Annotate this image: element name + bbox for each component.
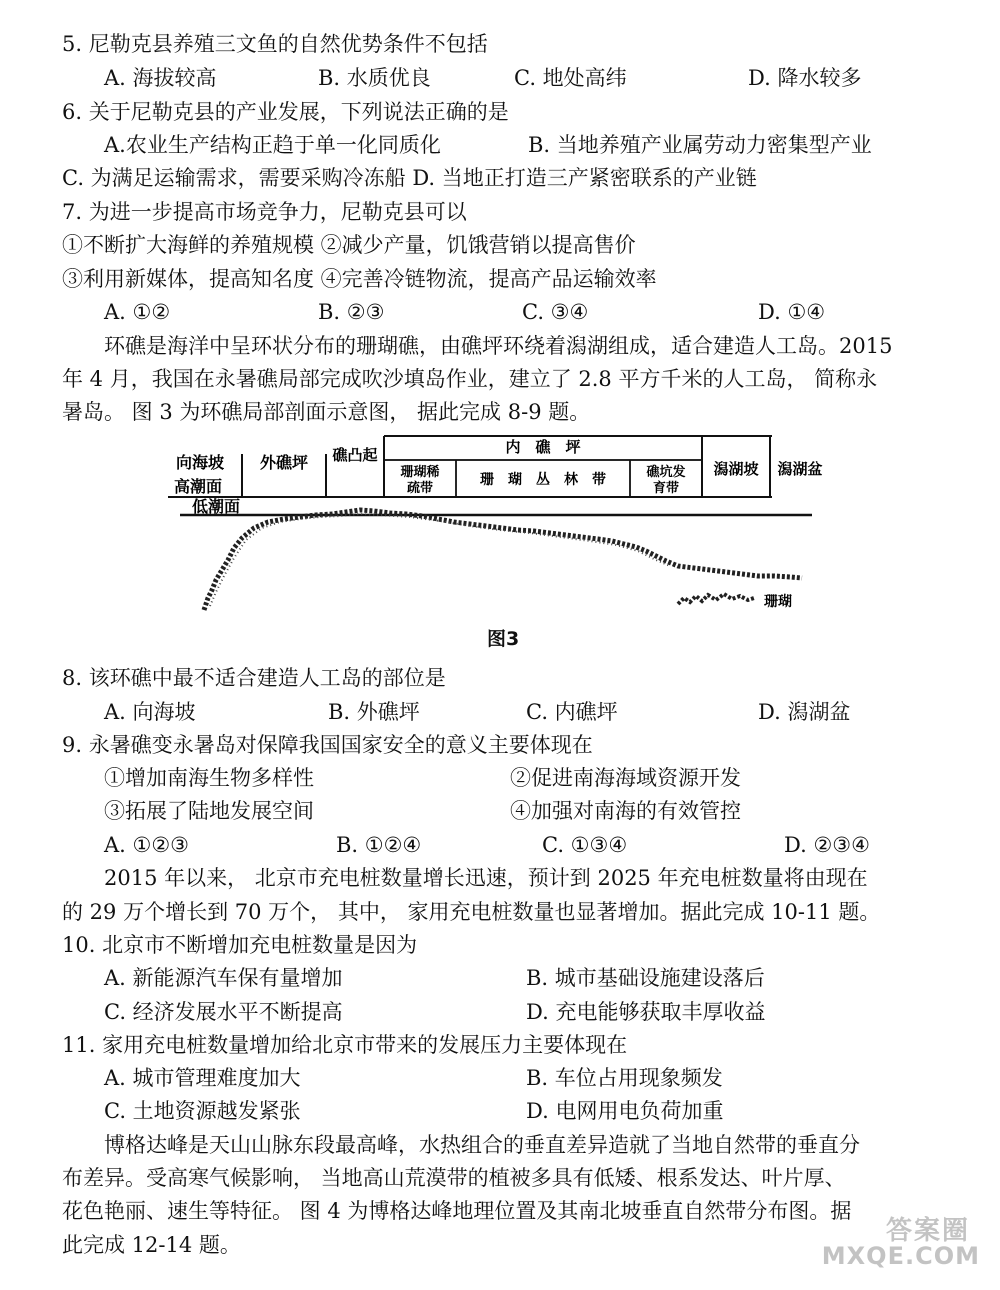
q10-option-a: A. 新能源汽车保有量增加	[104, 966, 343, 990]
q9-item-1: ①增加南海生物多样性	[104, 766, 314, 790]
zone-label-outer-flat: 外礁坪	[259, 453, 309, 472]
q9-option-c: C. ①③④	[542, 833, 628, 857]
q10-stem: 10. 北京市不断增加充电桩数量是因为	[62, 933, 418, 957]
atoll-cross-section-diagram	[150, 430, 823, 620]
high-tide-label: 高潮面	[173, 477, 223, 496]
q8-stem: 8. 该环礁中最不适合建造人工岛的部位是	[62, 666, 446, 690]
q9-item-3: ③拓展了陆地发展空间	[104, 799, 314, 823]
q5-option-a: A. 海拔较高	[104, 66, 217, 90]
q11-option-a: A. 城市管理难度加大	[104, 1066, 301, 1090]
q11-option-d: D. 电网用电负荷加重	[526, 1099, 724, 1123]
zone-label-inner-flat: 内 礁 坪	[505, 438, 581, 456]
q6-options-cd: C. 为满足运输需求，需要采购冷冻船 D. 当地正打造三产紧密联系的产业链	[62, 166, 757, 190]
low-tide-label: 低潮面	[191, 497, 241, 516]
atoll-passage-line1: 环礁是海洋中呈环状分布的珊瑚礁，由礁坪环绕着潟湖组成，适合建造人工岛。2015	[104, 334, 893, 358]
reef-profile-inner	[210, 514, 670, 606]
q7-option-b: B. ②③	[318, 300, 385, 324]
zone-label-slope: 向海坡	[175, 453, 225, 472]
zone-label-sparse-2: 疏带	[406, 481, 434, 496]
q9-option-a: A. ①②③	[104, 833, 189, 857]
q10-option-d: D. 充电能够获取丰厚收益	[526, 1000, 766, 1024]
q8-option-b: B. 外礁坪	[328, 700, 420, 724]
q5-option-c: C. 地处高纬	[514, 66, 627, 90]
q11-option-c: C. 土地资源越发紧张	[104, 1099, 301, 1123]
q6-option-a: A.农业生产结构正趋于单一化同质化	[104, 133, 441, 157]
q5-stem: 5. 尼勒克县养殖三文鱼的自然优势条件不包括	[62, 32, 488, 56]
reef-profile	[204, 510, 802, 610]
q7-option-a: A. ①②	[104, 300, 171, 324]
zone-label-lagoon-slope: 潟湖坡	[713, 460, 759, 478]
q5-option-b: B. 水质优良	[318, 66, 431, 90]
q10-option-b: B. 城市基础设施建设落后	[526, 966, 765, 990]
q8-option-d: D. 潟湖盆	[758, 700, 851, 724]
q9-option-d: D. ②③④	[784, 833, 870, 857]
zone-label-lagoon-basin: 潟湖盆	[777, 460, 823, 478]
zone-label-pits-1: 礁坑发	[646, 465, 686, 480]
q8-option-a: A. 向海坡	[104, 700, 196, 724]
q11-option-b: B. 车位占用现象频发	[526, 1066, 723, 1090]
q6-stem: 6. 关于尼勒克县的产业发展，下列说法正确的是	[62, 100, 509, 124]
watermark-top-text: 答案圈	[885, 1216, 970, 1246]
q9-item-2: ②促进南海海域资源开发	[510, 766, 741, 790]
q6-option-b: B. 当地养殖产业属劳动力密集型产业	[528, 133, 872, 157]
coral-label: 珊瑚	[764, 594, 792, 610]
q9-item-4: ④加强对南海的有效管控	[510, 799, 741, 823]
q7-option-c: C. ③④	[522, 300, 589, 324]
bogda-passage-line4: 此完成 12-14 题。	[62, 1233, 241, 1257]
ev-passage-line2: 的 29 万个增长到 70 万个， 其中， 家用充电桩数量也显著增加。据此完成 10-11 题。	[62, 900, 881, 924]
q7-option-d: D. ①④	[758, 300, 826, 324]
figure-3-caption: 图3	[487, 628, 520, 650]
q7-items-line2: ③利用新媒体，提高知名度 ④完善冷链物流，提高产品运输效率	[62, 267, 657, 291]
zone-label-ridge: 礁凸起	[332, 446, 378, 464]
watermark-logo	[810, 1210, 980, 1270]
bogda-passage-line3: 花色艳丽、速生等特征。 图 4 为博格达峰地理位置及其南北坡垂直自然带分布图。据	[62, 1199, 852, 1223]
q9-stem: 9. 永暑礁变永暑岛对保障我国国家安全的意义主要体现在	[62, 733, 593, 757]
atoll-passage-line3: 暑岛。 图 3 为环礁局部剖面示意图， 据此完成 8-9 题。	[62, 400, 591, 424]
q7-items-line1: ①不断扩大海鲜的养殖规模 ②减少产量，饥饿营销以提高售价	[62, 233, 636, 257]
atoll-passage-line2: 年 4 月，我国在永暑礁局部完成吹沙填岛作业，建立了 2.8 平方千米的人工岛， 简称永	[62, 367, 878, 391]
q9-option-b: B. ①②④	[336, 833, 422, 857]
q7-stem: 7. 为进一步提高市场竞争力，尼勒克县可以	[62, 200, 467, 224]
q11-stem: 11. 家用充电桩数量增加给北京市带来的发展压力主要体现在	[62, 1033, 628, 1057]
bogda-passage-line1: 博格达峰是天山山脉东段最高峰，水热组合的垂直差异造就了当地自然带的垂直分	[104, 1133, 860, 1157]
coral-patch	[678, 594, 754, 604]
bogda-passage-line2: 布差异。受高寒气候影响， 当地高山荒漠带的植被多具有低矮、根系发达、叶片厚、	[62, 1166, 846, 1190]
q10-option-c: C. 经济发展水平不断提高	[104, 1000, 343, 1024]
ev-passage-line1: 2015 年以来， 北京市充电桩数量增长迅速，预计到 2025 年充电桩数量将由现在	[104, 866, 868, 890]
watermark-bottom-text: MXQE.COM	[821, 1242, 980, 1270]
zone-label-sparse-1: 珊瑚稀	[400, 465, 440, 480]
zone-label-forest: 珊 瑚 丛 林 带	[480, 472, 606, 488]
q5-option-d: D. 降水较多	[748, 66, 862, 90]
q8-option-c: C. 内礁坪	[526, 700, 618, 724]
zone-label-pits-2: 育带	[652, 481, 680, 496]
